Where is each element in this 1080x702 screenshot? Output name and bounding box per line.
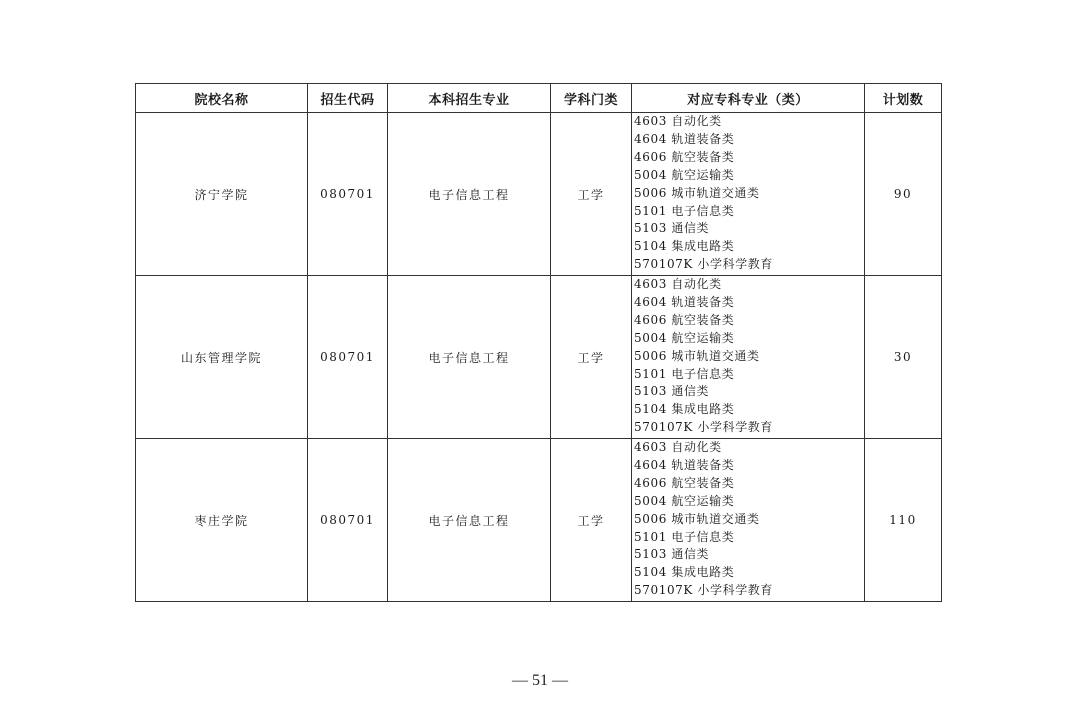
plan-count: 90 (893, 187, 913, 201)
school-cell (136, 439, 308, 602)
category-cell (551, 439, 632, 602)
discipline-category: 工学 (577, 513, 605, 528)
discipline-category: 工学 (577, 187, 605, 202)
related-major-item: 5006 城市轨道交通类 (634, 511, 760, 526)
related-major-item: 5004 航空运输类 (634, 167, 735, 182)
page-number: — 51 — (512, 672, 568, 689)
related-major-item: 4603 自动化类 (634, 440, 722, 454)
school-name: 山东管理学院 (180, 350, 262, 365)
related-major-item: 5004 航空运输类 (634, 330, 735, 345)
related-major-item: 5006 城市轨道交通类 (634, 185, 760, 200)
table-row (136, 276, 942, 439)
plan-count: 110 (889, 513, 917, 527)
table-row (136, 439, 942, 602)
code-cell (308, 439, 388, 602)
related-major-item: 5101 电子信息类 (634, 529, 735, 544)
related-major-item: 4604 轨道装备类 (634, 294, 735, 309)
major-cell (388, 113, 551, 276)
discipline-category: 工学 (577, 350, 605, 365)
header-major: 本科招生专业 (388, 84, 551, 113)
school-cell (136, 276, 308, 439)
related-major-item: 5101 电子信息类 (634, 203, 735, 218)
school-name: 济宁学院 (194, 187, 249, 202)
related-major-item: 5101 电子信息类 (634, 366, 735, 381)
code-cell (308, 113, 388, 276)
undergraduate-major: 电子信息工程 (428, 513, 510, 528)
table-header-row (136, 84, 942, 113)
related-major-item: 5103 通信类 (634, 384, 710, 399)
related-major-item: 5104 集成电路类 (634, 565, 735, 580)
table-row (136, 113, 942, 276)
related-major-item: 5006 城市轨道交通类 (634, 348, 760, 363)
major-cell (388, 276, 551, 439)
related-major-item: 570107K 小学科学教育 (634, 583, 773, 598)
related-major-item: 5104 集成电路类 (634, 402, 735, 417)
major-cell (388, 439, 551, 602)
admission-table (135, 83, 942, 602)
enrollment-code: 080701 (320, 350, 375, 364)
related-majors-cell (632, 113, 865, 276)
related-major-item: 5103 通信类 (634, 547, 710, 562)
related-major-item: 5103 通信类 (634, 221, 710, 236)
related-major-item: 570107K 小学科学教育 (634, 420, 773, 435)
related-major-item: 4606 航空装备类 (634, 475, 735, 490)
header-category: 学科门类 (551, 84, 632, 113)
category-cell (551, 276, 632, 439)
code-cell (308, 276, 388, 439)
plan-cell (865, 113, 942, 276)
related-major-item: 4604 轨道装备类 (634, 131, 735, 146)
school-name: 枣庄学院 (194, 513, 249, 528)
related-major-item: 4603 自动化类 (634, 114, 722, 128)
undergraduate-major: 电子信息工程 (428, 187, 510, 202)
header-plan: 计划数 (865, 84, 942, 113)
plan-cell (865, 276, 942, 439)
school-cell (136, 113, 308, 276)
plan-cell (865, 439, 942, 602)
related-major-item: 5104 集成电路类 (634, 239, 735, 254)
related-majors-cell (632, 439, 865, 602)
header-school: 院校名称 (136, 84, 308, 113)
related-major-item: 4603 自动化类 (634, 277, 722, 291)
plan-count: 30 (893, 350, 913, 364)
related-major-item: 5004 航空运输类 (634, 493, 735, 508)
enrollment-code: 080701 (320, 513, 375, 527)
related-major-item: 4606 航空装备类 (634, 149, 735, 164)
category-cell (551, 113, 632, 276)
header-code: 招生代码 (308, 84, 388, 113)
related-majors-cell (632, 276, 865, 439)
undergraduate-major: 电子信息工程 (428, 350, 510, 365)
enrollment-code: 080701 (320, 187, 375, 201)
related-major-item: 570107K 小学科学教育 (634, 257, 773, 272)
related-major-item: 4604 轨道装备类 (634, 457, 735, 472)
header-related-majors: 对应专科专业（类） (632, 84, 865, 113)
admission-table-container (135, 83, 941, 602)
related-major-item: 4606 航空装备类 (634, 312, 735, 327)
